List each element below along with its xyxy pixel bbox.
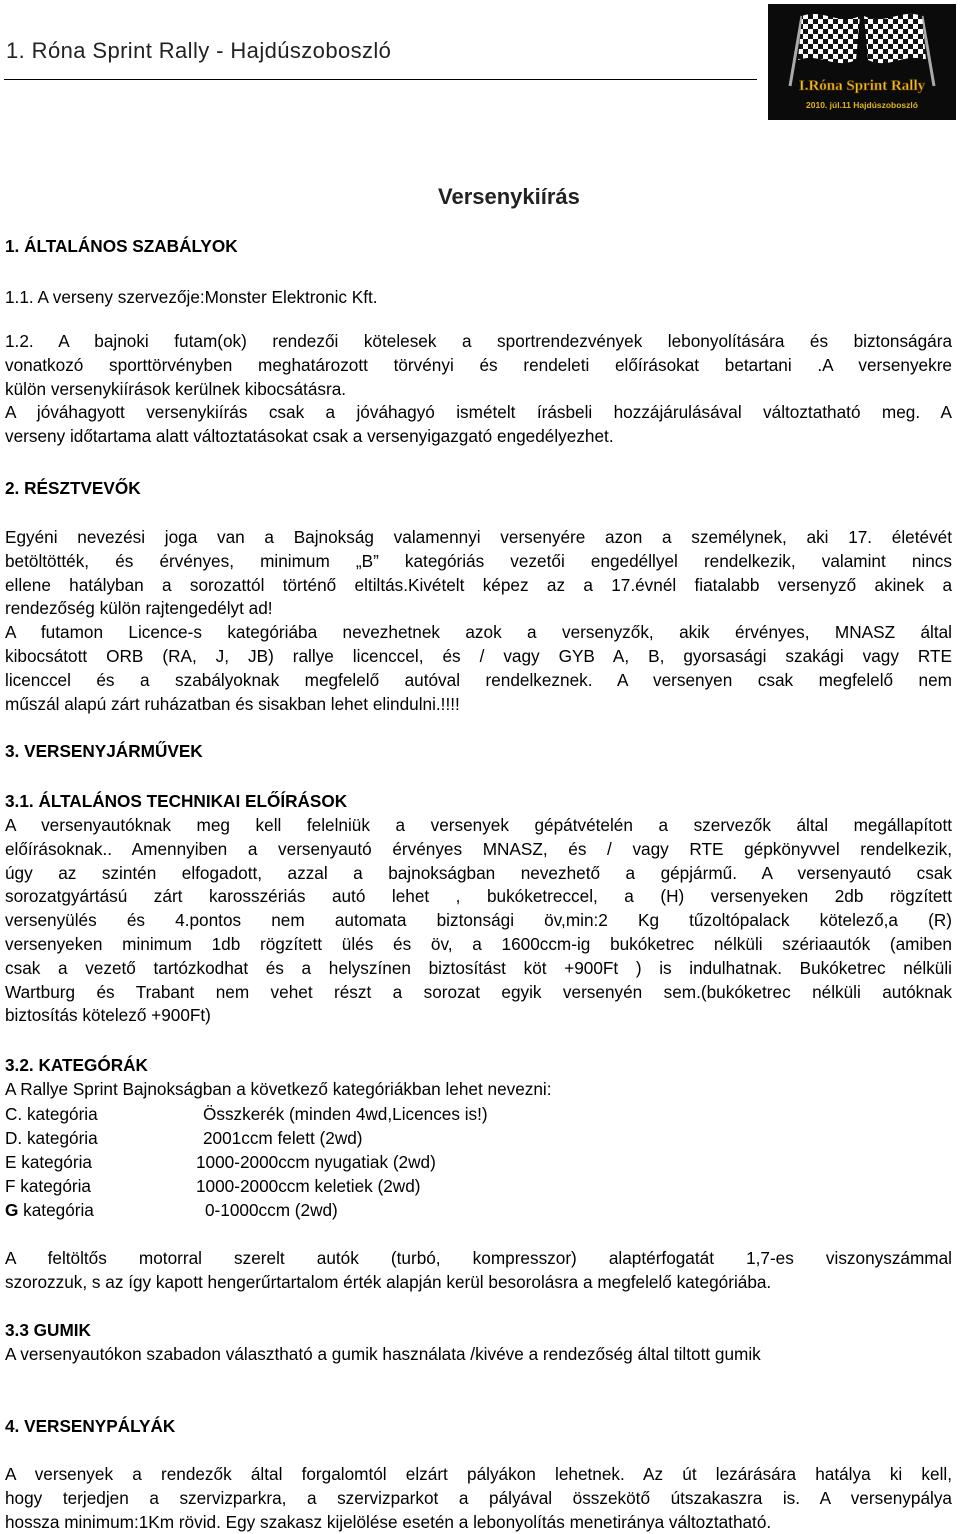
title-divider <box>4 79 757 80</box>
text-line: úgy az szintén elfogadott, azzal a bajnokságban nevezhető a gépjármű. A versenyautó csak <box>5 862 952 883</box>
text-line: hossza minimum:1Km rövid. Egy szakasz kijelölése esetén a lebonyolítás menetiránya változtatható. <box>5 1511 772 1532</box>
category-name: E kategória <box>5 1152 92 1172</box>
text-line: sorozatgyártású zárt karosszériás autó lehet , bukóketreccel, a (H) versenyeken 2db rögzített <box>5 886 952 907</box>
text-line: verseny időtartama alatt változtatásokat csak a versenyigazgató engedélyezhet. <box>5 426 614 447</box>
text-line: kibocsátott ORB (RA, J, JB) rallye licenccel, és / vagy GYB A, B, gyorsasági szakági vagy RTE <box>5 645 952 666</box>
category-desc: 0-1000ccm (2wd) <box>205 1200 338 1220</box>
text-line: hogy terjedjen a szervizparkra, a szervizparkot a pályával összekötő útszakaszra is. A versenypálya <box>5 1487 952 1508</box>
logo-title: I.Róna Sprint Rally <box>798 78 926 94</box>
turbo-rule <box>5 1247 952 1295</box>
section-2-body <box>5 526 952 716</box>
text-line: vonatkozó sporttörvényben meghatározott törvényi és rendeleti előírásokat betartani .A versenyekre <box>5 354 952 375</box>
document-title: 1. Róna Sprint Rally - Hajdúszoboszló <box>6 38 392 63</box>
section-4-heading: 4. VERSENYPÁLYÁK <box>5 1416 176 1436</box>
logo-subtitle: 2010. júl.11 Hajdúszoboszló <box>806 100 918 110</box>
text-line: A feltöltős motorral szerelt autók (turbó, kompresszor) alaptérfogatát 1,7-es viszonyszámmal <box>5 1248 952 1268</box>
categories-intro: A Rallye Sprint Bajnokságban a következő kategóriákban lehet nevezni: <box>5 1079 552 1099</box>
category-row <box>5 1198 338 1222</box>
section-3-3-body: A versenyautókon szabadon választható a gumik használata /kivéve a rendezőség által tiltott gumik <box>5 1344 761 1364</box>
category-desc: 2001ccm felett (2wd) <box>203 1128 363 1148</box>
text-line: csak a vezető tartózkodhat és a helyszínen biztosítást köt +900Ft ) is indulhatnak. Bukóketrec nélküli <box>5 957 952 978</box>
category-desc: Összkerék (minden 4wd,Licences is!) <box>203 1104 488 1124</box>
section-3-2-heading: 3.2. KATEGÓRÁK <box>5 1055 148 1075</box>
category-row <box>5 1150 436 1174</box>
text-line: külön versenykiírások kerülnek kibocsátásra. <box>5 378 347 399</box>
section-3-1-heading: 3.1. ÁLTALÁNOS TECHNIKAI ELŐÍRÁSOK <box>5 791 348 811</box>
section-3-1-body <box>5 814 952 1028</box>
section-3-3-heading: 3.3 GUMIK <box>5 1320 91 1340</box>
section-3-heading: 3. VERSENYJÁRMŰVEK <box>5 741 203 761</box>
text-line: ellene hatályban a sorozattól történő eltiltás.Kivételt képez az a 17.évnél fiatalabb versenyző akinek a <box>5 574 952 595</box>
category-name: kategória <box>18 1200 94 1220</box>
category-name: C. kategória <box>5 1104 98 1124</box>
text-line: 1.2. A bajnoki futam(ok) rendezői kötelesek a sportrendezvények lebonyolítására és biztonságára <box>5 331 952 351</box>
text-line: műszál alapú zárt ruházatban és sisakban lehet elindulni.!!!! <box>5 693 460 714</box>
section-4-body <box>5 1463 952 1534</box>
text-line: A jóváhagyott versenykiírás csak a jóváhagyó ismételt írásbeli hozzájárulásával változtatható meg. A <box>5 402 952 423</box>
text-line: A versenyek a rendezők által forgalomtól elzárt pályákon lehetnek. Az út lezárására hatálya ki kell, <box>5 1464 952 1484</box>
page-title: Versenykiírás <box>438 184 580 209</box>
text-line: rendezőség külön rajtengedélyt ad! <box>5 598 273 619</box>
section-2-heading: 2. RÉSZTVEVŐK <box>5 478 141 498</box>
category-desc: 1000-2000ccm keletiek (2wd) <box>196 1176 421 1196</box>
text-line: szorozzuk, s az így kapott hengerűrtartalom érték alapján kerül besorolásra a megfelelő kategóriába. <box>5 1271 772 1292</box>
checkered-flags-logo <box>768 4 956 120</box>
text-line: betöltötték, és érvényes, minimum „B” kategóriás vezetői engedéllyel rendelkezik, valamint nincs <box>5 550 952 571</box>
rally-logo <box>768 4 956 120</box>
text-line: A versenyautóknak meg kell felelniük a versenyek gépátvételén a szervezők által megállapított <box>5 815 952 835</box>
category-desc: 1000-2000ccm nyugatiak (2wd) <box>196 1152 436 1172</box>
text-line: versenyeken minimum 1db rögzített ülés és öv, a 1600ccm-ig bukóketrec nélküli szériaautók (amiben <box>5 933 952 954</box>
section-1-1: 1.1. A verseny szervezője:Monster Elektronic Kft. <box>5 287 378 307</box>
text-line: licenccel és a szabályoknak megfelelő autóval rendelkeznek. A versenyen csak megfelelő nem <box>5 669 952 690</box>
text-line: előírásoknak.. Amennyiben a versenyautó érvényes MNASZ, és / vagy RTE gépkönyvvel rendelkezik, <box>5 838 952 859</box>
text-line: A futamon Licence-s kategóriába nevezhetnek azok a versenyzők, akik érvényes, MNASZ által <box>5 622 952 643</box>
category-name: D. kategória <box>5 1128 98 1148</box>
category-row <box>5 1174 421 1198</box>
category-row <box>5 1102 488 1126</box>
text-line: versenyülés és 4.pontos nem automata biztonsági öv,min:2 Kg tűzoltópalack kötelező,a (R) <box>5 910 952 931</box>
text-line: biztosítás kötelező +900Ft) <box>5 1005 211 1026</box>
category-row <box>5 1126 363 1150</box>
category-letter: G <box>5 1200 19 1220</box>
section-1-2 <box>5 330 952 449</box>
text-line: Egyéni nevezési joga van a Bajnokság valamennyi versenyére azon a személynek, aki 17. életévét <box>5 527 952 547</box>
category-name: F kategória <box>5 1176 91 1196</box>
text-line: Wartburg és Trabant nem vehet részt a sorozat egyik versenyén sem.(bukóketrec nélküli autóknak <box>5 981 952 1002</box>
section-1-heading: 1. ÁLTALÁNOS SZABÁLYOK <box>5 236 238 256</box>
